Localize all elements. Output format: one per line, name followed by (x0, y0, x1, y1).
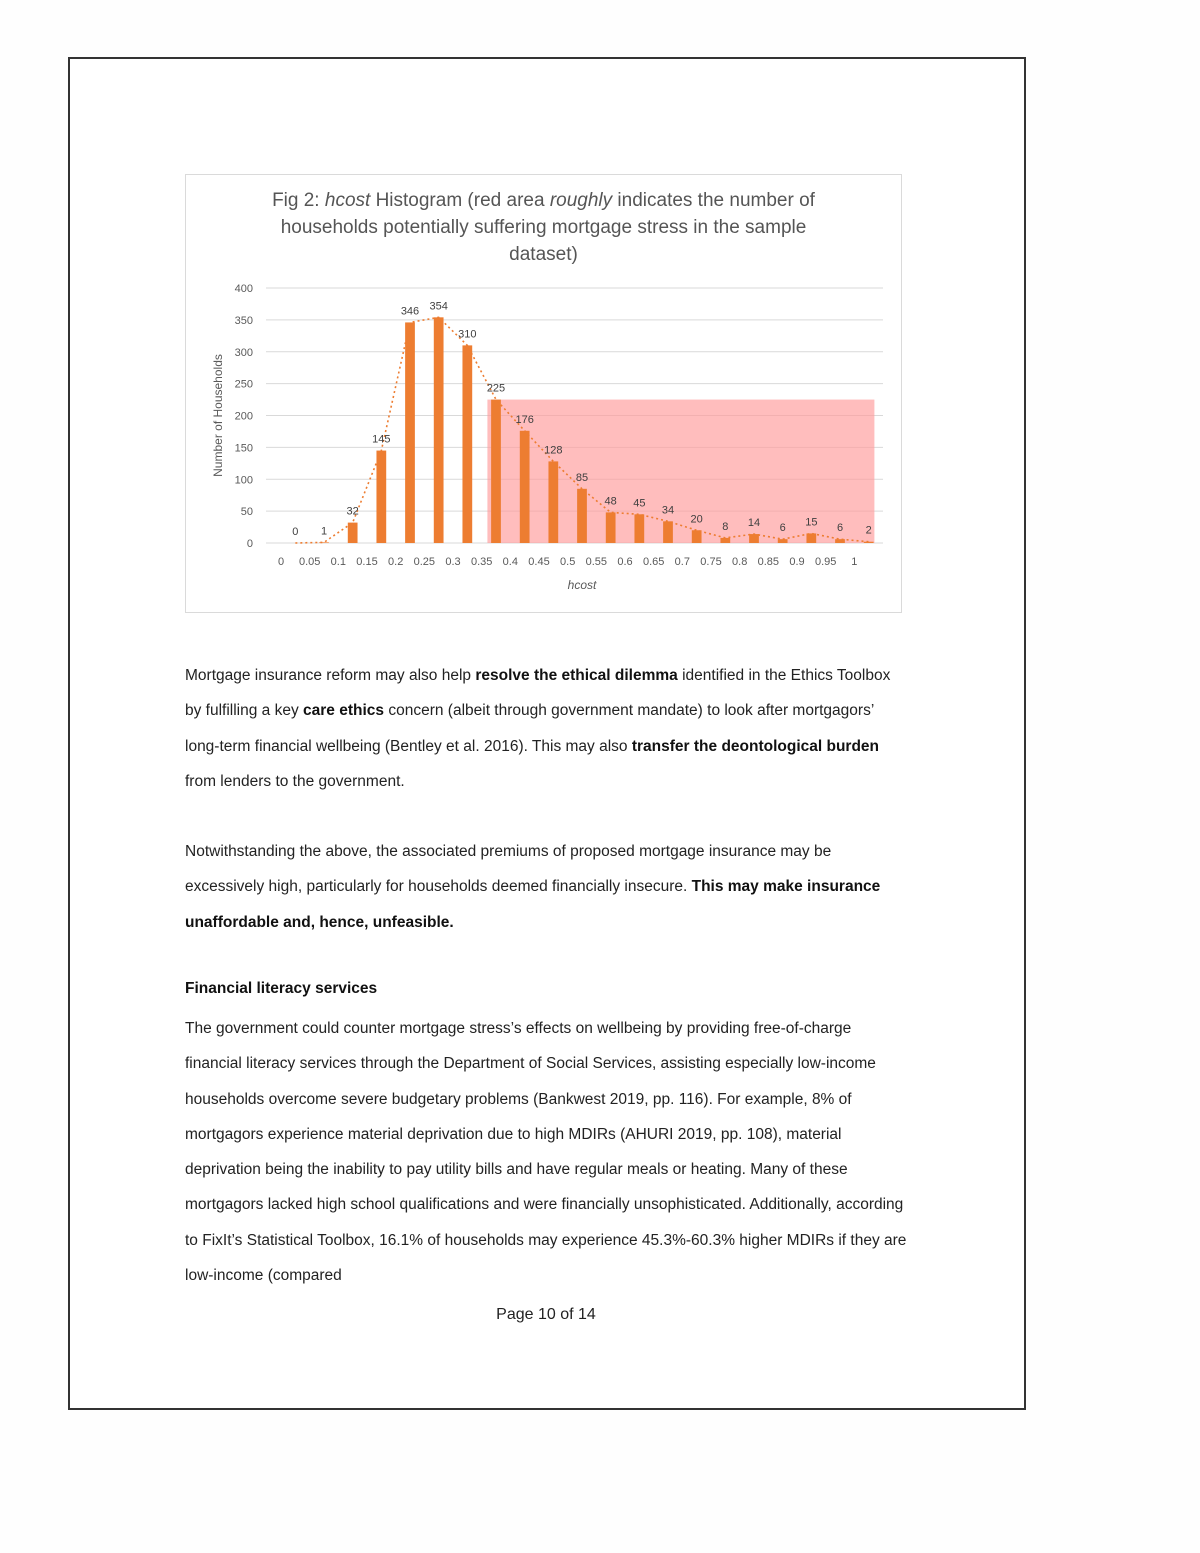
data-label: 15 (805, 516, 818, 529)
x-tick-label: 0.35 (470, 556, 493, 568)
x-tick-label: 0.65 (642, 556, 665, 568)
p2-run-1: This may make insurance unaffordable and, hence, unfeasible. (185, 878, 881, 931)
histogram-bar (692, 530, 702, 543)
x-tick-label: 0.4 (502, 556, 518, 568)
figure-title-prefix: Fig 2: (272, 190, 325, 211)
x-tick-label: 0.9 (789, 556, 805, 568)
x-tick-label: 0.15 (356, 556, 378, 568)
x-tick-label: 0.45 (528, 556, 550, 568)
histogram-bar (548, 461, 558, 543)
figure-box (185, 174, 902, 613)
paragraph-1-text (185, 658, 910, 799)
histogram-chart (186, 175, 903, 614)
data-label: 1 (320, 525, 328, 538)
y-axis-title: Number of Households (211, 354, 225, 477)
paragraph-2-text (185, 834, 910, 940)
x-tick-label: 0.6 (617, 556, 633, 568)
p2-run-0: Notwithstanding the above, the associated premiums of proposed mortgage insurance may be excessively high, particularly for households deemed financially insecure. (185, 843, 832, 896)
data-label: 8 (722, 520, 729, 533)
p1-run-1: resolve the ethical dilemma (475, 667, 678, 684)
figure-title-var: hcost (324, 190, 371, 211)
y-tick-label: 150 (234, 442, 253, 455)
data-label: 32 (346, 505, 359, 518)
data-label: 176 (515, 413, 534, 426)
p1-run-2: identified in the Ethics Toolbox by fulfilling a key (185, 667, 891, 720)
x-tick-label: 0.8 (732, 556, 748, 568)
p1-run-0: Mortgage insurance reform may also help (185, 667, 476, 684)
p1-run-3: care ethics (303, 702, 385, 720)
histogram-bar (348, 523, 358, 543)
histogram-bar (434, 317, 444, 543)
x-tick-label: 0 (277, 556, 285, 568)
y-tick-label: 100 (234, 474, 253, 487)
p1-run-5: transfer the deontological burden (631, 737, 880, 755)
y-tick-label: 0 (246, 538, 253, 550)
data-label: 145 (372, 433, 391, 446)
x-tick-label: 0.25 (413, 556, 436, 568)
data-label: 34 (661, 504, 675, 517)
figure-title-emph: roughly (549, 190, 613, 211)
x-tick-label: 0.55 (585, 556, 608, 568)
histogram-bar (376, 451, 386, 543)
data-label: 85 (575, 471, 589, 484)
x-tick-label: 0.1 (330, 556, 346, 568)
data-label: 6 (779, 522, 786, 535)
x-tick-label: 0.05 (298, 556, 321, 568)
paragraph-2 (185, 834, 910, 940)
y-tick-label: 400 (234, 283, 253, 295)
histogram-bar (491, 400, 501, 543)
x-tick-label: 0.5 (560, 556, 576, 568)
x-tick-label: 0.3 (445, 556, 461, 568)
histogram-bar (577, 489, 587, 543)
y-tick-label: 200 (234, 410, 253, 423)
histogram-bar (405, 322, 415, 543)
x-tick-label: 1 (851, 556, 858, 568)
x-tick-label: 0.75 (700, 556, 722, 568)
p1-run-6: from lenders to the government. (185, 772, 405, 790)
data-label: 48 (604, 495, 617, 508)
histogram-bar (778, 539, 788, 543)
figure-title-rest: indicates the number of households potentially suffering mortgage stress in the sample dataset) (280, 190, 815, 265)
y-tick-label: 50 (240, 506, 253, 519)
data-label: 225 (486, 382, 506, 395)
paragraph-3-text: The government could counter mortgage stress’s effects on wellbeing by providing free-of-charge financial literacy services through the Department of Social Services, assisting especially low-income households overcome severe budgetary problems (Bankwest 2019, pp. 116). For example, 8% of mortgagors experience material deprivation due to high MDIRs (AHURI 2019, pp. 108), material deprivation being the inability to pay utility bills and have regular meals or heating. Many of these mortgagors lacked high school qualifications and were financially unsophisticated. Additionally, according to FixIt’s Statistical Toolbox, 16.1% of households may experience 45.3%-60.3% higher MDIRs if they are low-income (compared (185, 1020, 907, 1285)
histogram-bar (663, 521, 673, 543)
section-heading: Financial literacy services (185, 980, 378, 997)
x-axis-title: hcost (567, 578, 597, 592)
histogram-bar (520, 431, 530, 543)
data-label: 14 (747, 517, 761, 530)
data-label: 20 (690, 513, 703, 526)
data-label: 2 (865, 524, 872, 537)
histogram-bar (864, 542, 874, 543)
data-label: 310 (458, 328, 477, 341)
paragraph-3 (185, 1011, 910, 1293)
data-label: 128 (544, 444, 563, 457)
histogram-bar (462, 345, 472, 543)
x-tick-label: 0.7 (674, 556, 690, 568)
paragraph-1 (185, 658, 910, 799)
page-number: Page 10 of 14 (496, 1306, 596, 1323)
data-label: 346 (400, 305, 420, 318)
x-tick-label: 0.95 (814, 556, 837, 568)
data-label: 45 (633, 497, 646, 510)
x-tick-label: 0.85 (757, 556, 780, 568)
x-tick-label: 0.2 (388, 556, 404, 568)
y-tick-label: 250 (234, 378, 253, 391)
histogram-bar (634, 514, 644, 543)
p1-run-4: concern (albeit through government mandate) to look after mortgagors’ long-term financial wellbeing (Bentley et al. 2016). This may also (185, 702, 874, 755)
histogram-bar (606, 512, 616, 543)
data-label: 6 (836, 522, 844, 535)
figure-title-mid: Histogram (red area (370, 190, 550, 211)
y-tick-label: 300 (234, 346, 253, 359)
y-tick-label: 350 (234, 314, 253, 327)
histogram-bar (749, 534, 759, 543)
data-label: 354 (429, 300, 448, 313)
data-label: 0 (292, 526, 299, 538)
